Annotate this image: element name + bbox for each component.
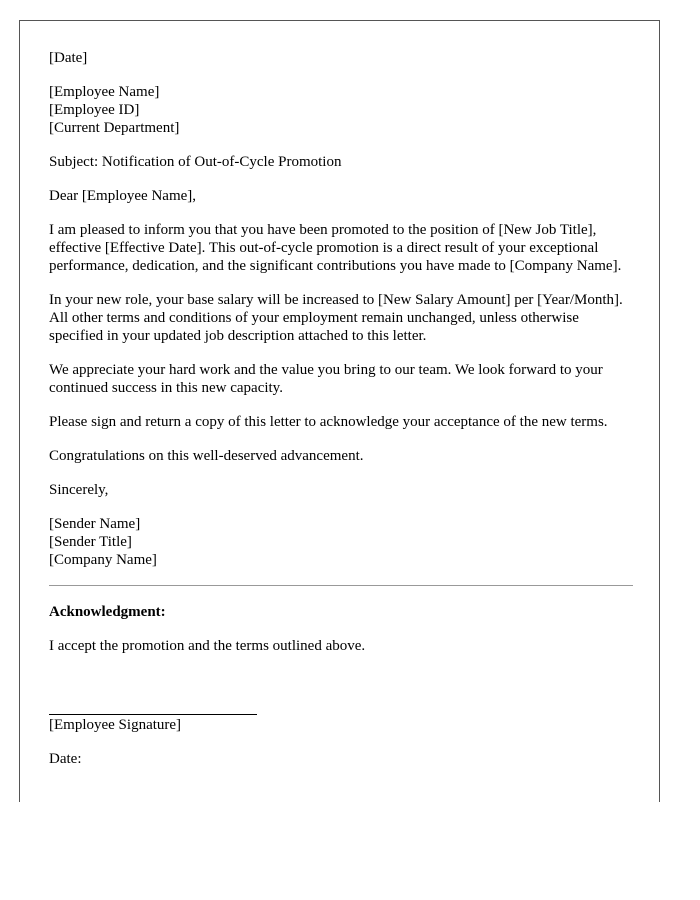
recipient-department: [Current Department] [49, 120, 180, 136]
body-paragraph-2: In your new role, your base salary will be increased to [New Salary Amount] per [Year/Month]. All other terms and conditions of your employment remain unchanged, unless otherwise specified in your updated job description attached to this letter. [49, 292, 623, 344]
recipient-id: [Employee ID] [49, 102, 140, 118]
date-line: [Date] [49, 50, 88, 66]
letter-content [49, 49, 634, 784]
signature-line [49, 714, 257, 715]
letter-page [19, 20, 660, 802]
subject-line: Subject: Notification of Out-of-Cycle Promotion [49, 154, 342, 170]
sender-block [49, 515, 634, 569]
sender-title: [Sender Title] [49, 534, 132, 550]
body-paragraph-4: Please sign and return a copy of this letter to acknowledge your acceptance of the new terms. [49, 414, 608, 430]
closing: Sincerely, [49, 482, 109, 498]
sender-company: [Company Name] [49, 552, 157, 568]
body-paragraph-5: Congratulations on this well-deserved advancement. [49, 448, 364, 464]
recipient-name: [Employee Name] [49, 84, 160, 100]
acknowledgment-statement: I accept the promotion and the terms outlined above. [49, 638, 366, 654]
employee-signature-label: [Employee Signature] [49, 717, 182, 733]
body-paragraph-1: I am pleased to inform you that you have been promoted to the position of [New Job Title], effective [Effective Date]. This out-of-cycle promotion is a direct result of your exceptional performance, dedication, and the significant contributions you have made to [Company Name]. [49, 222, 622, 274]
body-paragraph-3: We appreciate your hard work and the value you bring to our team. We look forward to your continued success in this new capacity. [49, 362, 603, 396]
sender-name: [Sender Name] [49, 516, 141, 532]
date-label: Date: [49, 751, 82, 767]
salutation: Dear [Employee Name], [49, 188, 197, 204]
recipient-block [49, 83, 634, 137]
section-divider [49, 585, 633, 586]
acknowledgment-title: Acknowledgment: [49, 604, 166, 620]
